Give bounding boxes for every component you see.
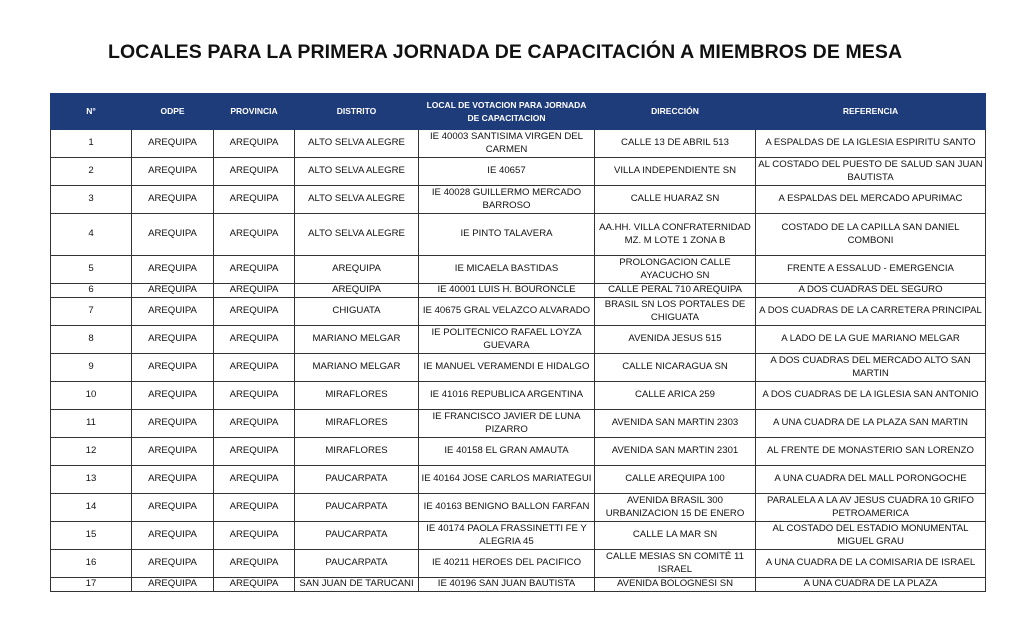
cell-provincia: AREQUIPA <box>214 382 295 410</box>
cell-distrito: AREQUIPA <box>295 256 419 284</box>
cell-provincia: AREQUIPA <box>214 186 295 214</box>
cell-odpe: AREQUIPA <box>132 522 214 550</box>
cell-direccion: AVENIDA JESUS 515 <box>595 326 756 354</box>
cell-number: 8 <box>51 326 132 354</box>
cell-direccion: VILLA INDEPENDIENTE SN <box>595 158 756 186</box>
cell-number: 17 <box>51 578 132 592</box>
cell-number: 10 <box>51 382 132 410</box>
cell-referencia: COSTADO DE LA CAPILLA SAN DANIEL COMBONI <box>756 214 986 256</box>
cell-direccion: AVENIDA SAN MARTIN 2303 <box>595 410 756 438</box>
cell-local: IE POLITECNICO RAFAEL LOYZA GUEVARA <box>419 326 595 354</box>
cell-referencia: AL COSTADO DEL PUESTO DE SALUD SAN JUAN BAUTISTA <box>756 158 986 186</box>
cell-referencia: AL FRENTE DE MONASTERIO SAN LORENZO <box>756 438 986 466</box>
cell-provincia: AREQUIPA <box>214 438 295 466</box>
cell-direccion: BRASIL SN LOS PORTALES DE CHIGUATA <box>595 298 756 326</box>
cell-provincia: AREQUIPA <box>214 550 295 578</box>
table-row <box>51 466 986 494</box>
cell-local: IE 40196 SAN JUAN BAUTISTA <box>419 578 595 592</box>
cell-referencia: FRENTE A ESSALUD - EMERGENCIA <box>756 256 986 284</box>
cell-local: IE 40164 JOSE CARLOS MARIATEGUI <box>419 466 595 494</box>
cell-number: 7 <box>51 298 132 326</box>
cell-direccion: PROLONGACION CALLE AYACUCHO SN <box>595 256 756 284</box>
cell-distrito: PAUCARPATA <box>295 522 419 550</box>
cell-local: IE MANUEL VERAMENDI E HIDALGO <box>419 354 595 382</box>
cell-direccion: AA.HH. VILLA CONFRATERNIDAD MZ. M LOTE 1 ZONA B <box>595 214 756 256</box>
table-row <box>51 256 986 284</box>
cell-direccion: CALLE NICARAGUA SN <box>595 354 756 382</box>
cell-direccion: CALLE PERAL 710 AREQUIPA <box>595 284 756 298</box>
table-row <box>51 438 986 466</box>
cell-local: IE 40657 <box>419 158 595 186</box>
cell-local: IE 41016 REPUBLICA ARGENTINA <box>419 382 595 410</box>
cell-odpe: AREQUIPA <box>132 326 214 354</box>
cell-referencia: A UNA CUADRA DE LA PLAZA <box>756 578 986 592</box>
header-local: LOCAL DE VOTACION PARA JORNADA DE CAPACITACION <box>419 94 595 130</box>
table-row <box>51 214 986 256</box>
cell-odpe: AREQUIPA <box>132 256 214 284</box>
cell-provincia: AREQUIPA <box>214 354 295 382</box>
cell-direccion: AVENIDA SAN MARTIN 2301 <box>595 438 756 466</box>
cell-provincia: AREQUIPA <box>214 326 295 354</box>
cell-odpe: AREQUIPA <box>132 354 214 382</box>
cell-odpe: AREQUIPA <box>132 130 214 158</box>
cell-number: 14 <box>51 494 132 522</box>
header-row <box>51 94 986 130</box>
table-row <box>51 382 986 410</box>
cell-local: IE 40174 PAOLA FRASSINETTI FE Y ALEGRIA 45 <box>419 522 595 550</box>
cell-odpe: AREQUIPA <box>132 298 214 326</box>
table-row <box>51 326 986 354</box>
header-odpe: ODPE <box>132 94 214 130</box>
cell-distrito: PAUCARPATA <box>295 550 419 578</box>
cell-provincia: AREQUIPA <box>214 578 295 592</box>
cell-provincia: AREQUIPA <box>214 410 295 438</box>
cell-referencia: A ESPALDAS DE LA IGLESIA ESPIRITU SANTO <box>756 130 986 158</box>
table-row <box>51 522 986 550</box>
cell-odpe: AREQUIPA <box>132 438 214 466</box>
table-row <box>51 186 986 214</box>
table-row <box>51 354 986 382</box>
cell-referencia: A DOS CUADRAS DEL MERCADO ALTO SAN MARTIN <box>756 354 986 382</box>
cell-number: 3 <box>51 186 132 214</box>
cell-number: 15 <box>51 522 132 550</box>
cell-number: 4 <box>51 214 132 256</box>
cell-odpe: AREQUIPA <box>132 214 214 256</box>
cell-odpe: AREQUIPA <box>132 158 214 186</box>
cell-provincia: AREQUIPA <box>214 284 295 298</box>
cell-distrito: PAUCARPATA <box>295 494 419 522</box>
cell-distrito: MIRAFLORES <box>295 438 419 466</box>
cell-distrito: CHIGUATA <box>295 298 419 326</box>
cell-provincia: AREQUIPA <box>214 466 295 494</box>
header-referencia: REFERENCIA <box>756 94 986 130</box>
cell-number: 9 <box>51 354 132 382</box>
cell-distrito: ALTO SELVA ALEGRE <box>295 214 419 256</box>
page-title: LOCALES PARA LA PRIMERA JORNADA DE CAPACITACIÓN A MIEMBROS DE MESA <box>108 41 903 63</box>
cell-distrito: MIRAFLORES <box>295 382 419 410</box>
table-row <box>51 578 986 592</box>
cell-direccion: CALLE LA MAR SN <box>595 522 756 550</box>
cell-odpe: AREQUIPA <box>132 494 214 522</box>
table-row <box>51 494 986 522</box>
cell-local: IE MICAELA BASTIDAS <box>419 256 595 284</box>
cell-local: IE PINTO TALAVERA <box>419 214 595 256</box>
cell-provincia: AREQUIPA <box>214 130 295 158</box>
cell-referencia: A DOS CUADRAS DE LA CARRETERA PRINCIPAL <box>756 298 986 326</box>
locales-table <box>50 93 986 592</box>
cell-number: 2 <box>51 158 132 186</box>
cell-number: 12 <box>51 438 132 466</box>
cell-odpe: AREQUIPA <box>132 550 214 578</box>
cell-direccion: AVENIDA BRASIL 300 URBANIZACION 15 DE ENERO <box>595 494 756 522</box>
cell-local: IE 40675 GRAL VELAZCO ALVARADO <box>419 298 595 326</box>
cell-distrito: ALTO SELVA ALEGRE <box>295 158 419 186</box>
cell-number: 6 <box>51 284 132 298</box>
cell-distrito: AREQUIPA <box>295 284 419 298</box>
cell-local: IE 40163 BENIGNO BALLON FARFAN <box>419 494 595 522</box>
cell-provincia: AREQUIPA <box>214 494 295 522</box>
cell-provincia: AREQUIPA <box>214 214 295 256</box>
cell-referencia: PARALELA A LA AV JESUS CUADRA 10 GRIFO PETROAMERICA <box>756 494 986 522</box>
cell-direccion: CALLE HUARAZ SN <box>595 186 756 214</box>
cell-local: IE 40028 GUILLERMO MERCADO BARROSO <box>419 186 595 214</box>
cell-referencia: A LADO DE LA GUE MARIANO MELGAR <box>756 326 986 354</box>
cell-provincia: AREQUIPA <box>214 256 295 284</box>
cell-referencia: A UNA CUADRA DEL MALL PORONGOCHE <box>756 466 986 494</box>
cell-odpe: AREQUIPA <box>132 186 214 214</box>
cell-odpe: AREQUIPA <box>132 466 214 494</box>
cell-direccion: CALLE 13 DE ABRIL 513 <box>595 130 756 158</box>
header-direccion: DIRECCIÓN <box>595 94 756 130</box>
cell-direccion: CALLE AREQUIPA 100 <box>595 466 756 494</box>
cell-referencia: A DOS CUADRAS DE LA IGLESIA SAN ANTONIO <box>756 382 986 410</box>
cell-distrito: MARIANO MELGAR <box>295 326 419 354</box>
cell-local: IE 40001 LUIS H. BOURONCLE <box>419 284 595 298</box>
cell-odpe: AREQUIPA <box>132 410 214 438</box>
header-number: N° <box>51 94 132 130</box>
cell-provincia: AREQUIPA <box>214 298 295 326</box>
cell-distrito: ALTO SELVA ALEGRE <box>295 186 419 214</box>
cell-local: IE 40211 HEROES DEL PACIFICO <box>419 550 595 578</box>
table-row <box>51 284 986 298</box>
cell-direccion: CALLE MESIAS SN COMITÉ 11 ISRAEL <box>595 550 756 578</box>
cell-number: 1 <box>51 130 132 158</box>
cell-number: 16 <box>51 550 132 578</box>
cell-odpe: AREQUIPA <box>132 382 214 410</box>
table-row <box>51 158 986 186</box>
cell-local: IE 40003 SANTISIMA VIRGEN DEL CARMEN <box>419 130 595 158</box>
cell-direccion: AVENIDA BOLOGNESI SN <box>595 578 756 592</box>
header-provincia: PROVINCIA <box>214 94 295 130</box>
cell-distrito: PAUCARPATA <box>295 466 419 494</box>
cell-referencia: A UNA CUADRA DE LA COMISARIA DE ISRAEL <box>756 550 986 578</box>
table-row <box>51 410 986 438</box>
cell-distrito: MARIANO MELGAR <box>295 354 419 382</box>
table-row <box>51 130 986 158</box>
cell-provincia: AREQUIPA <box>214 158 295 186</box>
cell-referencia: A DOS CUADRAS DEL SEGURO <box>756 284 986 298</box>
cell-distrito: ALTO SELVA ALEGRE <box>295 130 419 158</box>
cell-number: 5 <box>51 256 132 284</box>
header-distrito: DISTRITO <box>295 94 419 130</box>
table-row <box>51 298 986 326</box>
cell-distrito: MIRAFLORES <box>295 410 419 438</box>
cell-provincia: AREQUIPA <box>214 522 295 550</box>
cell-number: 11 <box>51 410 132 438</box>
cell-number: 13 <box>51 466 132 494</box>
cell-distrito: SAN JUAN DE TARUCANI <box>295 578 419 592</box>
cell-direccion: CALLE ARICA 259 <box>595 382 756 410</box>
cell-odpe: AREQUIPA <box>132 284 214 298</box>
cell-referencia: A ESPALDAS DEL MERCADO APURIMAC <box>756 186 986 214</box>
cell-local: IE 40158 EL GRAN AMAUTA <box>419 438 595 466</box>
cell-odpe: AREQUIPA <box>132 578 214 592</box>
cell-referencia: A UNA CUADRA DE LA PLAZA SAN MARTIN <box>756 410 986 438</box>
cell-referencia: AL COSTADO DEL ESTADIO MONUMENTAL MIGUEL GRAU <box>756 522 986 550</box>
cell-local: IE FRANCISCO JAVIER DE LUNA PIZARRO <box>419 410 595 438</box>
table-row <box>51 550 986 578</box>
